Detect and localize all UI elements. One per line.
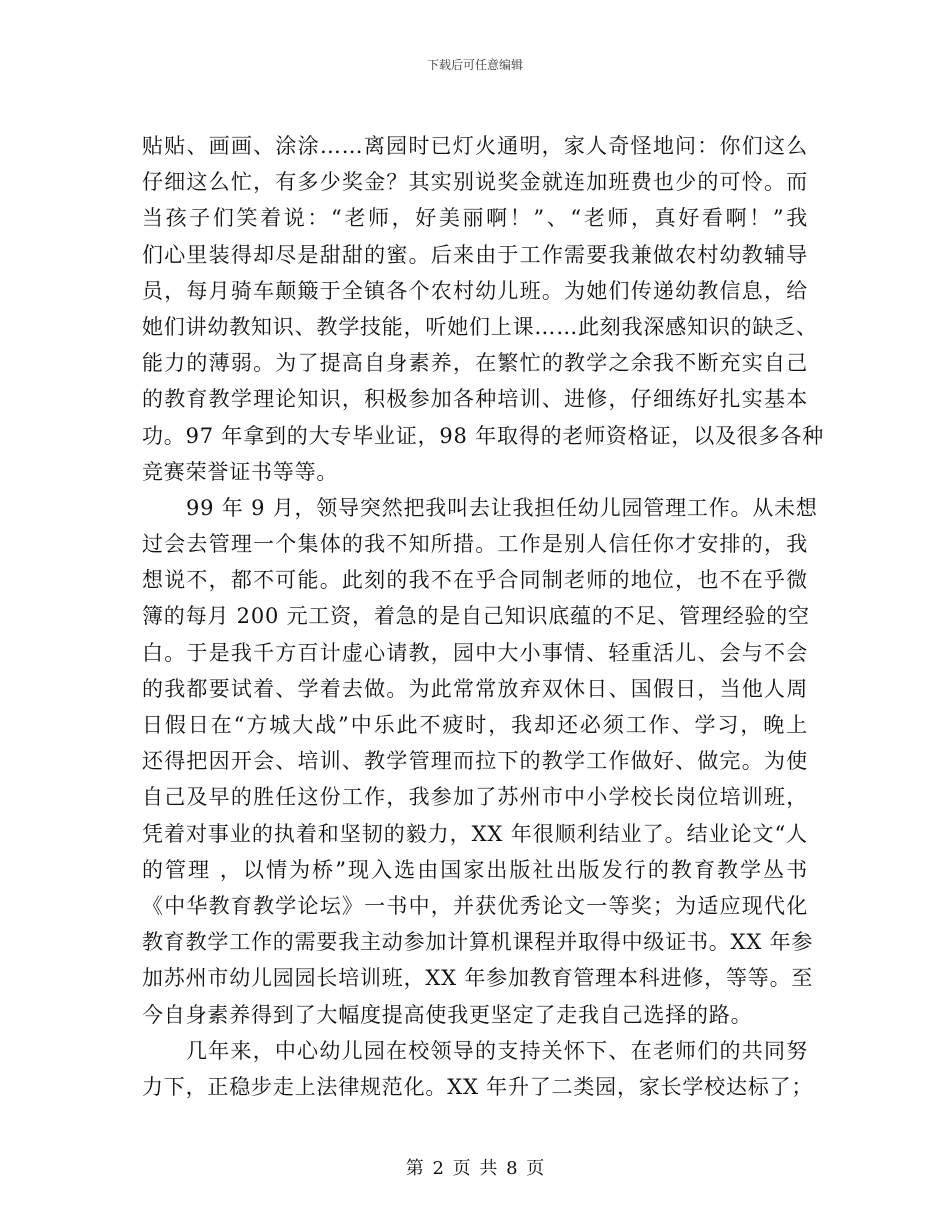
paragraph — [142, 490, 818, 1033]
text-line: 自己及早的胜任这份工作，我参加了苏州市中小学校长岗位培训班， — [142, 785, 808, 810]
text-line: 今自身素养得到了大幅度提高使我更坚定了走我自己选择的路。 — [142, 1002, 753, 1027]
text-line: 们心里装得却尽是甜甜的蜜。后来由于工作需要我兼做农村幼教辅导 — [142, 242, 808, 267]
text-line: 的我都要试着、学着去做。为此常常放弃双休日、国假日，当他人周 — [142, 676, 808, 701]
text-line: 日假日在“方城大战”中乐此不疲时，我却还必须工作、学习，晚上 — [142, 713, 808, 737]
page-footer: 第 2 页 共 8 页 — [405, 1158, 545, 1179]
paragraph — [142, 1033, 814, 1105]
text-line: 能力的薄弱。为了提高自身素养，在繁忙的教学之余我不断充实自己 — [142, 351, 808, 376]
text-line: 还得把因开会、培训、教学管理而拉下的教学工作做好、做完。为使 — [142, 749, 808, 774]
text-line: 《中华教育教学论坛》一书中，并获优秀论文一等奖；为适应现代化 — [142, 893, 808, 918]
text-line: 簿的每月 200 元工资，着急的是自己知识底蕴的不足、管理经验的空 — [142, 604, 810, 629]
text-line: 竞赛荣誉证书等等。 — [142, 459, 339, 484]
page-header: 下载后可任意编辑 — [426, 58, 523, 72]
text-line: 过会去管理一个集体的我不知所措。工作是别人信任你才安排的，我 — [142, 532, 808, 557]
text-line: 的教育教学理论知识，积极参加各种培训、进修，仔细练好扎实基本 — [142, 387, 808, 412]
text-line: 加苏州市幼儿园园长培训班，XX 年参加教育管理本科进修，等等。至 — [142, 966, 814, 991]
text-line: 当孩子们笑着说：“老师，好美丽啊！”、“老师，真好看啊！”我 — [142, 206, 808, 231]
text-line: 她们讲幼教知识、教学技能，听她们上课……此刻我深感知识的缺乏、 — [142, 314, 818, 339]
text-line: 白。于是我千方百计虚心请教，园中大小事情、轻重活儿、会与不会 — [142, 640, 808, 665]
text-line: 仔细这么忙，有多少奖金？其实别说奖金就连加班费也少的可怜。而 — [142, 170, 808, 195]
text-line: 的管理 ，以情为桥”现入选由国家出版社出版发行的教育教学丛书 — [142, 857, 808, 882]
text-line: 功。97 年拿到的大专毕业证，98 年取得的老师资格证，以及很多各种 — [142, 423, 824, 448]
text-line: 贴贴、画画、涂涂……离园时已灯火通明，家人奇怪地问：你们这么 — [142, 134, 808, 158]
text-line: 教育教学工作的需要我主动参加计算机课程并取得中级证书。XX 年参 — [142, 930, 814, 955]
document-body — [142, 128, 824, 1105]
paragraph — [142, 128, 824, 490]
text-line: 99 年 9 月，领导突然把我叫去让我担任幼儿园管理工作。从未想 — [186, 495, 818, 520]
text-line: 力下，正稳步走上法律规范化。XX 年升了二类园，家长学校达标了； — [142, 1074, 814, 1099]
text-line: 凭着对事业的执着和坚韧的毅力，XX 年很顺利结业了。结业论文“人 — [142, 821, 808, 846]
text-line: 想说不，都不可能。此刻的我不在乎合同制老师的地位，也不在乎微 — [142, 568, 808, 593]
text-line: 几年来，中心幼儿园在校领导的支持关怀下、在老师们的共同努 — [186, 1038, 808, 1063]
text-line: 员，每月骑车颠簸于全镇各个农村幼儿班。为她们传递幼教信息，给 — [142, 278, 808, 303]
